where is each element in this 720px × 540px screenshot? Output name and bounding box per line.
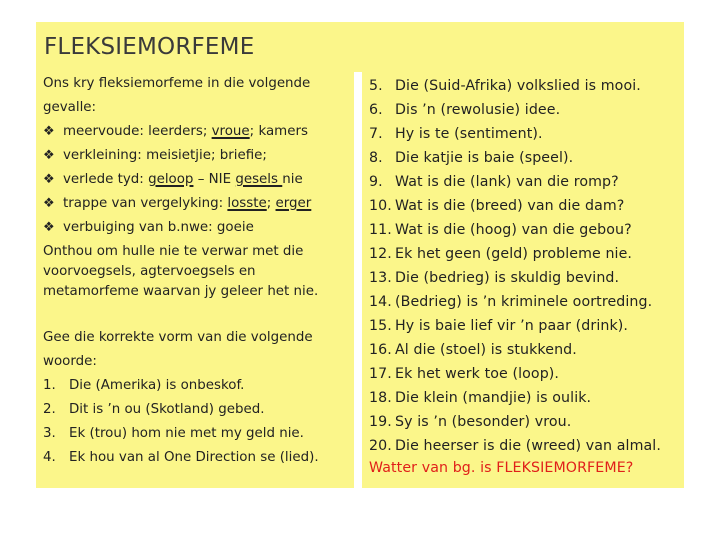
right-panel xyxy=(362,72,684,488)
list-item: 18. Die klein (mandjie) is oulik. xyxy=(369,390,592,406)
note-line-2: voorvoegsels, agtervoegsels en xyxy=(43,264,256,279)
task-line-2: woorde: xyxy=(43,354,97,369)
diamond-bullet-icon: ❖ xyxy=(43,124,55,139)
slide-title: FLEKSIEMORFEME xyxy=(44,34,255,60)
list-item: 1. Die (Amerika) is onbeskof. xyxy=(43,378,245,393)
task-line-1: Gee die korrekte vorm van die volgende xyxy=(43,330,313,345)
bullet-past-tense: ❖ verlede tyd: geloop – NIE gesels nie xyxy=(43,172,303,187)
list-item: 4. Ek hou van al One Direction se (lied). xyxy=(43,450,319,465)
bullet-diminutive: ❖ verkleining: meisietjie; briefie; xyxy=(43,148,267,163)
list-item: 19. Sy is ’n (besonder) vrou. xyxy=(369,414,572,430)
list-item: 15. Hy is baie lief vir ’n paar (drink). xyxy=(369,318,629,334)
list-item: 16. Al die (stoel) is stukkend. xyxy=(369,342,577,358)
list-item: 3. Ek (trou) hom nie met my geld nie. xyxy=(43,426,304,441)
list-item: 10. Wat is die (breed) van die dam? xyxy=(369,198,625,214)
list-item: 6. Dis ’n (rewolusie) idee. xyxy=(369,102,561,118)
diamond-bullet-icon: ❖ xyxy=(43,196,55,211)
list-item: 5. Die (Suid-Afrika) volkslied is mooi. xyxy=(369,78,641,94)
list-item: 8. Die katjie is baie (speel). xyxy=(369,150,574,166)
bullet-inflection: ❖ verbuiging van b.nwe: goeie xyxy=(43,220,254,235)
diamond-bullet-icon: ❖ xyxy=(43,220,55,235)
list-item: 13. Die (bedrieg) is skuldig bevind. xyxy=(369,270,620,286)
list-item: 9. Wat is die (lank) van die romp? xyxy=(369,174,619,190)
diamond-bullet-icon: ❖ xyxy=(43,172,55,187)
note-line-1: Onthou om hulle nie te verwar met die xyxy=(43,244,304,259)
intro-line-1: Ons kry fleksiemorfeme in die volgende xyxy=(43,76,311,91)
list-item: 11. Wat is die (hoog) van die gebou? xyxy=(369,222,632,238)
closing-question: Watter van bg. is FLEKSIEMORFEME? xyxy=(369,460,634,476)
left-panel xyxy=(36,72,354,488)
note-line-3: metamorfeme waarvan jy geleer het nie. xyxy=(43,284,319,299)
list-item: 12. Ek het geen (geld) probleme nie. xyxy=(369,246,633,262)
list-item: 20. Die heerser is die (wreed) van almal. xyxy=(369,438,661,454)
list-item: 2. Dit is ’n ou (Skotland) gebed. xyxy=(43,402,265,417)
intro-line-2: gevalle: xyxy=(43,100,97,115)
list-item: 17. Ek het werk toe (loop). xyxy=(369,366,560,382)
bullet-comparison: ❖ trappe van vergelyking: losste; erger xyxy=(43,196,312,211)
diamond-bullet-icon: ❖ xyxy=(43,148,55,163)
list-item: 7. Hy is te (sentiment). xyxy=(369,126,543,142)
title-bar xyxy=(36,22,684,72)
list-item: 14. (Bedrieg) is ’n kriminele oortreding. xyxy=(369,294,653,310)
bullet-plural: ❖ meervoude: leerders; vroue; kamers xyxy=(43,124,308,139)
